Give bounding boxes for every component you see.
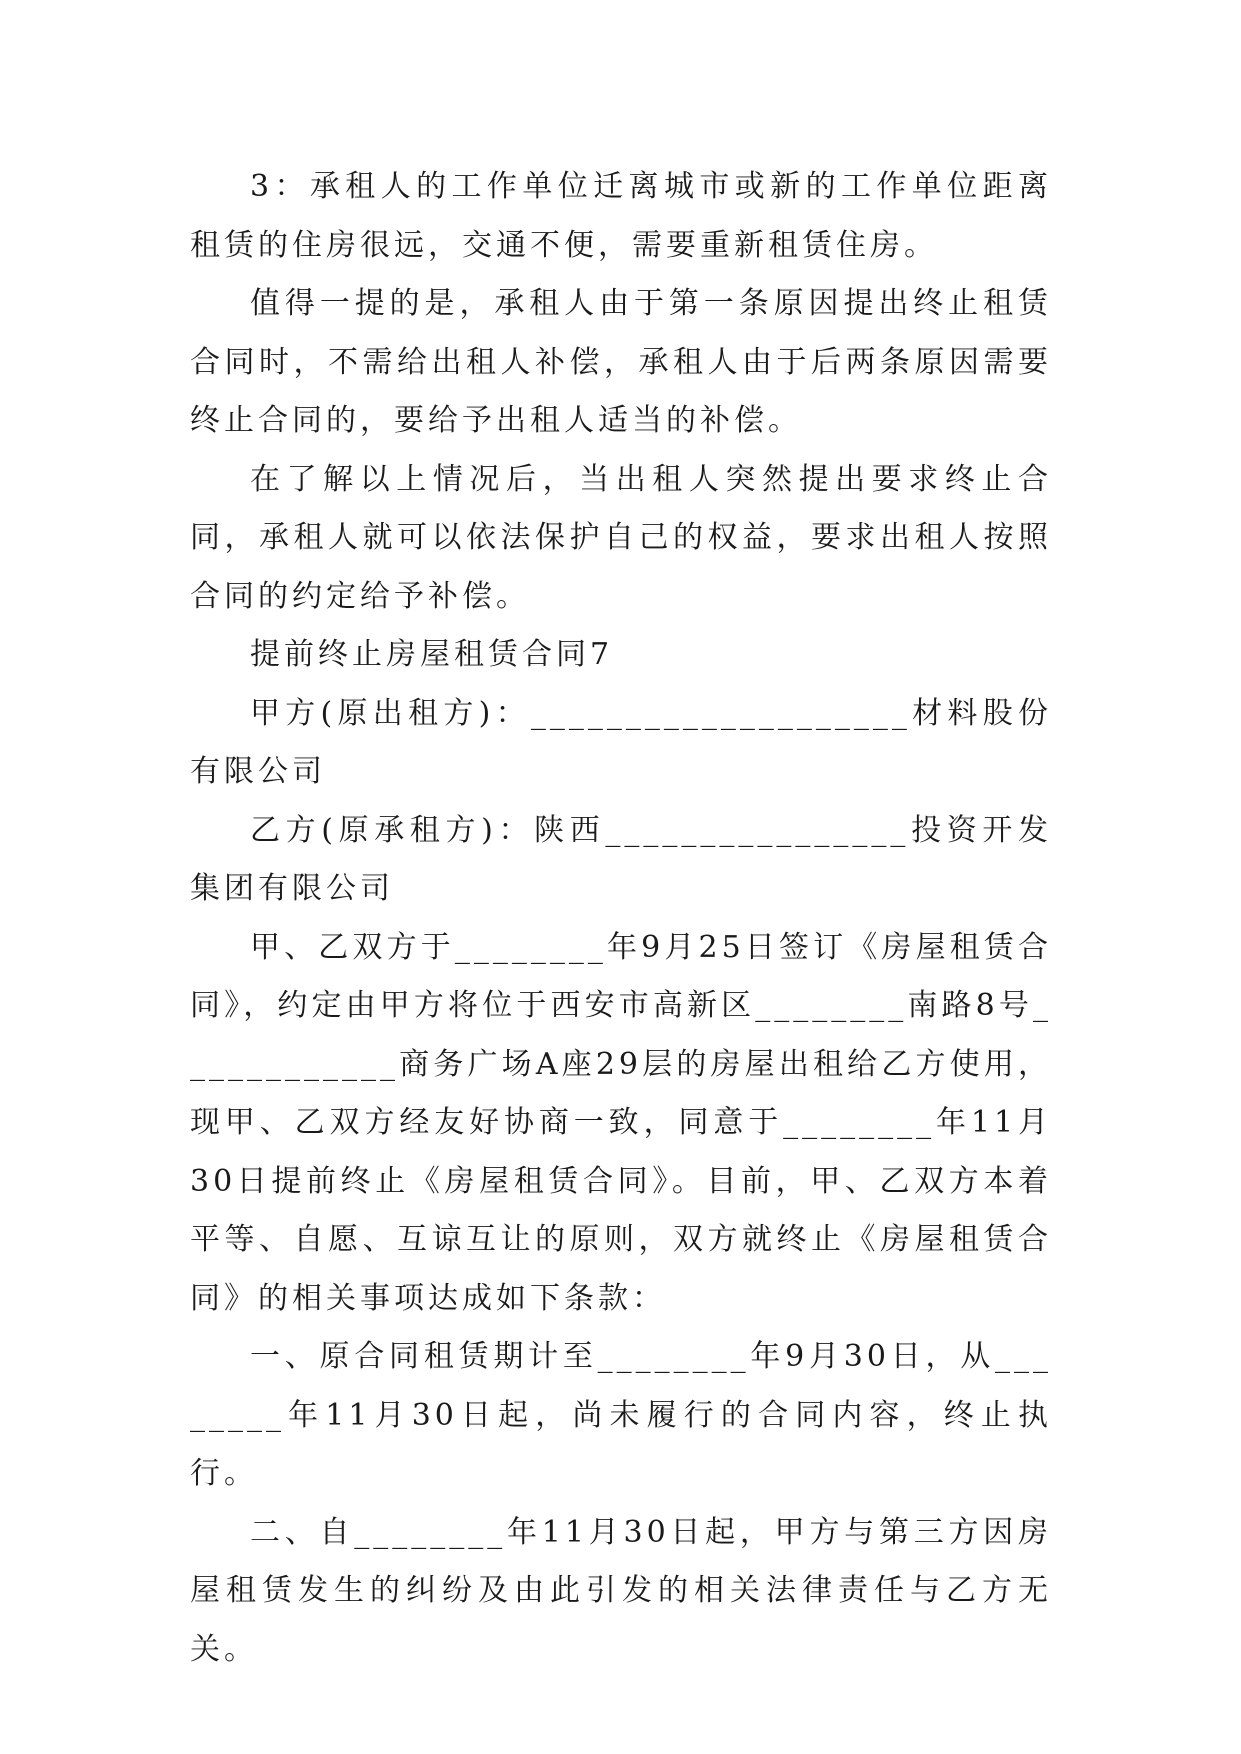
paragraph-rights-protection: 在了解以上情况后，当出租人突然提出要求终止合同，承租人就可以依法保护自己的权益，要求出租人按照合同的约定给予补偿。 xyxy=(190,461,1052,614)
paragraph-compensation-note: 值得一提的是，承租人由于第一条原因提出终止租赁合同时，不需给出租人补偿，承租人由于后两条原因需要终止合同的，要给予出租人适当的补偿。 xyxy=(190,286,1052,438)
party-a: 甲方(原出租方)：____________________材料股份有限公司 xyxy=(190,695,1052,789)
paragraph-reason-3: 3：承租人的工作单位迁离城市或新的工作单位距离租赁的住房很远，交通不便，需要重新租赁住房。 xyxy=(190,169,1052,263)
paragraph-agreement-intro: 甲、乙双方于________年9月25日签订《房屋租赁合同》，约定由甲方将位于西安市高新区________南路8号____________商务广场A座29层的房屋出租给乙方使用，现甲、乙双方经友好协商一致，同意于________年11月30日提前终止《房屋租赁合同》。目前，甲、乙双方本着平等、自愿、互谅互让的原则，双方就终止《房屋租赁合同》的相关事项达成如下条款： xyxy=(190,929,1052,1316)
section-heading: 提前终止房屋租赁合同7 xyxy=(250,637,614,672)
document-page xyxy=(190,158,1052,1679)
party-b: 乙方(原承租方)：陕西________________投资开发集团有限公司 xyxy=(190,812,1052,906)
clause-2: 二、自________年11月30日起，甲方与第三方因房屋租赁发生的纠纷及由此引发的相关法律责任与乙方无关。 xyxy=(190,1514,1052,1667)
clause-1: 一、原合同租赁期计至________年9月30日，从________年11月30日起，尚未履行的合同内容，终止执行。 xyxy=(190,1339,1052,1491)
